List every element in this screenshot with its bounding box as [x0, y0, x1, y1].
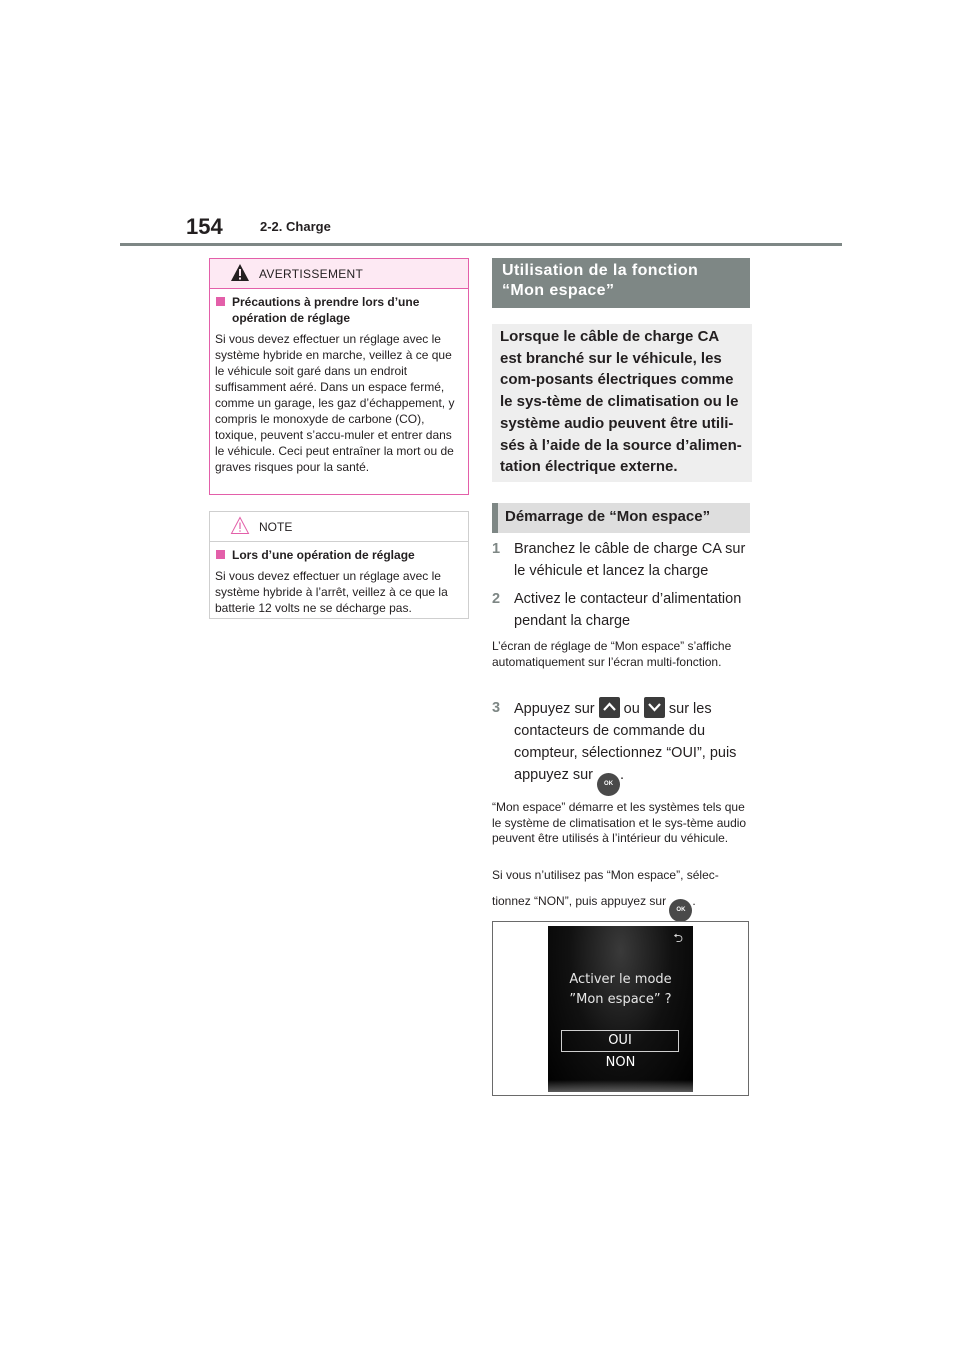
step-number: 1: [492, 541, 501, 557]
warning-text: Si vous devez effectuer un réglage avec le système hybride en marche, veillez à ce que le véhicule soit garé dans un endroit suffisamment aéré. Dans un espace fermé, comme un garage, les gaz d’échappement, y compris le monoxyde de carbone (CO), toxique, peuvent s’accu-muler et entrer dans le véhicule. Ceci peut entraîner la mort ou de graves risques pour la santé.: [215, 332, 455, 474]
screen-option-yes: OUI: [561, 1030, 679, 1052]
step-3-part4: .: [620, 767, 625, 783]
chevron-up-icon: [599, 697, 620, 718]
start-section-title: Démarrage de “Mon espace”: [492, 503, 750, 533]
warning-title: AVERTISSEMENT: [259, 267, 364, 281]
function-title-line2: “Mon espace”: [502, 282, 615, 299]
chevron-down-icon: [644, 697, 665, 718]
skip-part1: Si vous n’utilisez pas “Mon espace”, sélec-: [492, 868, 719, 882]
section-reference: 2-2. Charge: [260, 219, 331, 234]
step-3: [492, 697, 754, 796]
header-rule: [120, 243, 842, 246]
function-summary: Lorsque le câble de charge CA est branché sur le véhicule, les com-posants électriques comme le sys-tème de climatisation ou le système audio peuvent être utili-sés à l’aide de la source d’alimen-tation électrique externe.: [492, 324, 752, 482]
step-number: 3: [492, 700, 501, 716]
function-title-line1: Utilisation de la fonction: [502, 262, 699, 279]
step-3-part3: sur les contacteurs de commande du compteur, sélectionnez “OUI”, puis appuyez sur: [514, 701, 737, 783]
note-text: Si vous devez effectuer un réglage avec le système hybride à l’arrêt, veillez à ce que la batterie 12 volts ne se décharge pas.: [215, 569, 448, 615]
bullet-square-icon: [216, 550, 225, 559]
note-header: [210, 512, 468, 542]
bullet-square-icon: [216, 297, 225, 306]
screen-option-no: NON: [605, 1055, 636, 1070]
ok-button-icon: OK: [597, 773, 620, 796]
warning-heading: [215, 294, 464, 326]
multi-information-display: [548, 926, 693, 1092]
screen-glow: [548, 1080, 693, 1092]
screen-question-line1: Activer le mode: [569, 972, 672, 987]
step-number: 2: [492, 591, 501, 607]
skip-part3: .: [692, 893, 696, 908]
step-3-part1: Appuyez sur: [514, 701, 595, 717]
screen-question-line2: ”Mon espace” ?: [569, 992, 672, 1007]
note-title: NOTE: [259, 520, 293, 534]
note-heading: [215, 547, 464, 563]
step-text: Activez le contacteur d’alimentation pendant la charge: [514, 591, 742, 629]
skip-instruction: [492, 868, 754, 922]
function-section-title: [492, 258, 750, 308]
page-number: 154: [186, 214, 223, 239]
back-arrow-icon: ⮌: [673, 931, 683, 945]
step-3-part2: ou: [623, 701, 640, 717]
ok-button-icon: OK: [669, 899, 692, 922]
step-3-result: “Mon espace” démarre et les systèmes tels que le système de climatisation et le sys-tème audio peuvent être utilisés à l’intérieur du véhicule.: [492, 800, 747, 845]
warning-box: [209, 258, 469, 495]
note-heading-text: Lors d’une opération de réglage: [232, 548, 415, 562]
step-text: Branchez le câble de charge CA sur le véhicule et lancez la charge: [514, 541, 746, 579]
step-1: [492, 538, 754, 582]
warning-header: [210, 259, 468, 289]
skip-part2: tionnez “NON”, puis appuyez sur: [492, 893, 667, 908]
warning-triangle-icon: [230, 263, 250, 287]
step-2-result: L’écran de réglage de “Mon espace” s’affiche automatiquement sur l’écran multi-fonction.: [492, 639, 732, 669]
warning-heading-text: Précautions à prendre lors d’une opération de réglage: [232, 295, 420, 325]
note-box: [209, 511, 469, 619]
caution-triangle-icon: [230, 516, 250, 540]
step-3-text: [514, 697, 754, 796]
step-2: [492, 588, 754, 632]
